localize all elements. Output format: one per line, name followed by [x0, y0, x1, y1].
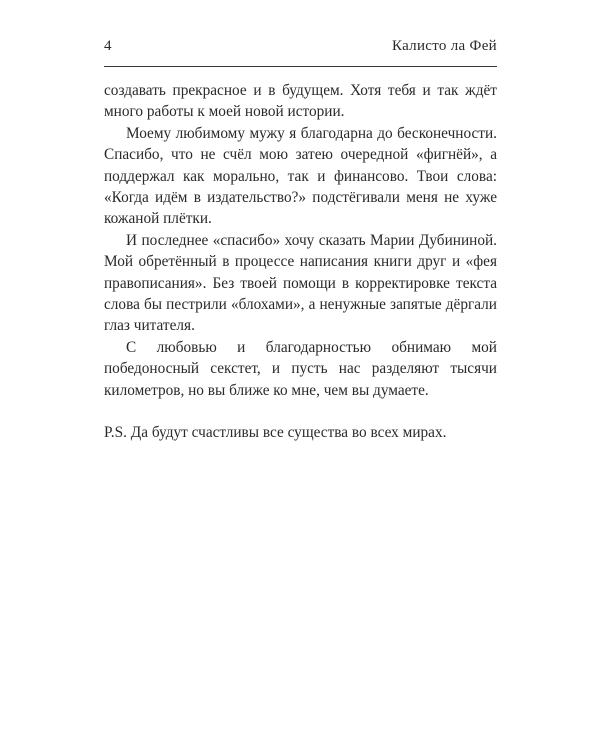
paragraph-sextet: С любовью и благодарностью обнимаю мой победоносный секстет, и пусть нас разделяют тысячи километров, но вы ближе ко мне, чем вы думаете. — [104, 338, 497, 399]
header-rule — [104, 66, 497, 67]
paragraph-continuation: создавать прекрасное и в будущем. Хотя тебя и так ждёт много работы к моей новой истории. — [104, 82, 497, 121]
paragraph-editor-thanks: И последнее «спасибо» хочу сказать Марии Дубининой. Мой обретённый в процессе написания книги друг и «фея правописания». Без твоей помощи в корректировке текста слова бы пестрили «блохами», а ненужные запятые дёргали глаз читателя. — [104, 231, 497, 335]
body-text — [104, 80, 497, 444]
author-name: Калисто ла Фей — [391, 38, 497, 54]
page-number: 4 — [104, 38, 112, 54]
postscript: P.S. Да будут счастливы все существа во всех мирах. — [104, 424, 447, 442]
running-header — [104, 38, 497, 64]
paragraph-husband-thanks: Моему любимому мужу я благодарна до бесконечности. Спасибо, что не счёл мою затею очередной «фигнёй», а поддержал как морально, так и финансово. Твои слова: «Когда идём в издательство?» подстёгивали меня не хуже кожаной плётки. — [104, 124, 497, 228]
